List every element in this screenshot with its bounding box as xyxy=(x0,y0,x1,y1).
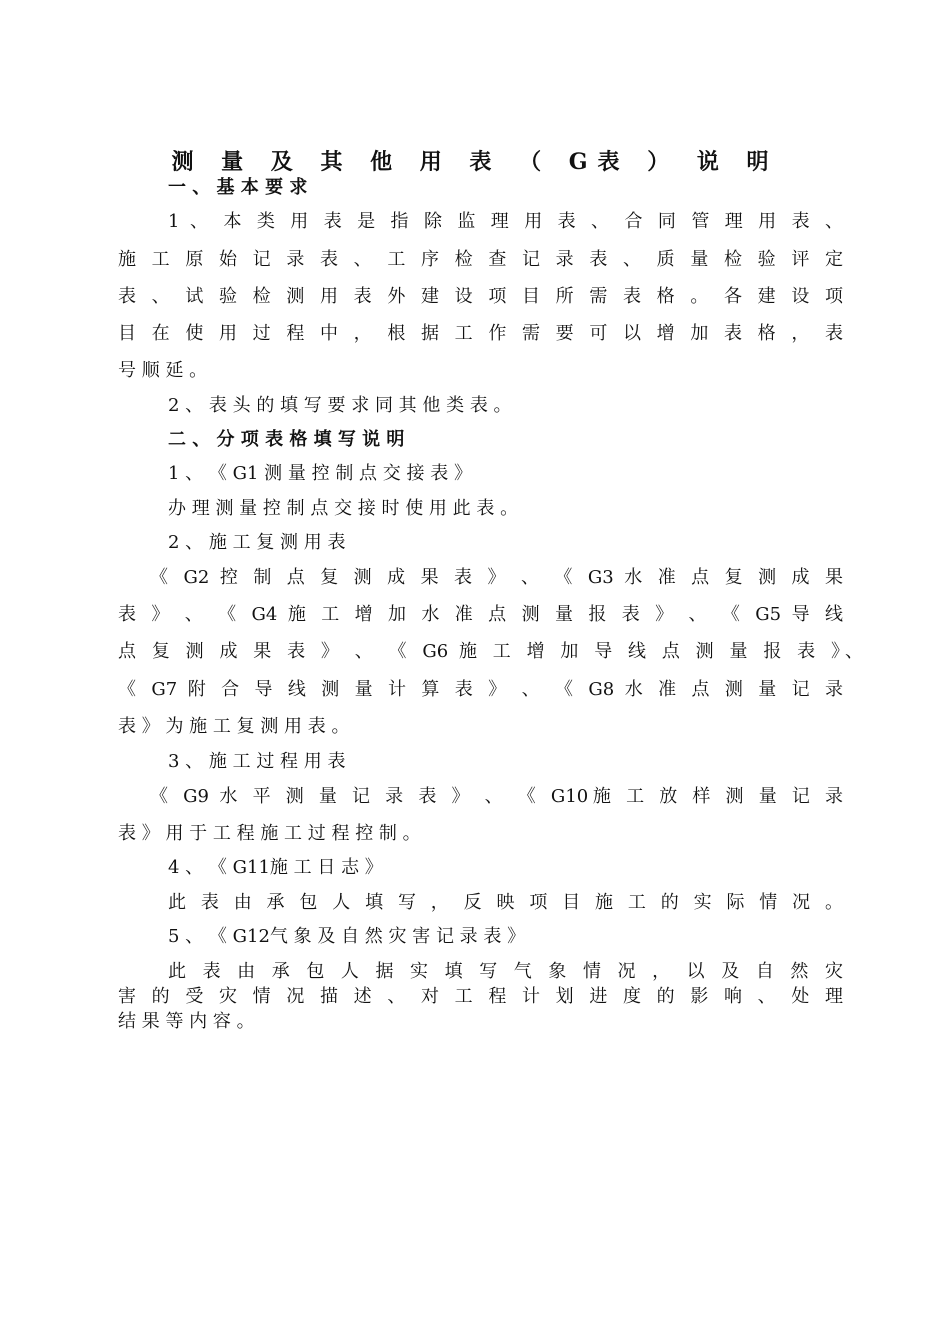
paragraph-line: 此 表 由 承 包 人 据 实 填 写 气 象 情 况 ， 以 及 自 然 灾 xyxy=(168,961,843,982)
paragraph-line: 1 、 《 G1 测 量 控 制 点 交 接 表 》 xyxy=(168,463,472,484)
paragraph-line: 施 工 原 始 记 录 表 、 工 序 检 查 记 录 表 、 质 量 检 验 评 定 xyxy=(118,249,843,270)
paragraph-line: 目 在 使 用 过 程 中 ， 根 据 工 作 需 要 可 以 增 加 表 格 ， 表 xyxy=(118,323,843,344)
paragraph-line: 5 、 《 G12气 象 及 自 然 灾 害 记 录 表 》 xyxy=(168,926,526,947)
paragraph-line: 《 G2 控 制 点 复 测 成 果 表 》 、 《 G3 水 准 点 复 测 成 果 xyxy=(150,567,844,588)
paragraph-line: 表 》 用 于 工 程 施 工 过 程 控 制 。 xyxy=(118,823,421,844)
paragraph-line: 办 理 测 量 控 制 点 交 接 时 使 用 此 表 。 xyxy=(168,498,519,519)
paragraph-line: 表 》 、 《 G4 施 工 增 加 水 准 点 测 量 报 表 》 、 《 G5 导 线 xyxy=(118,604,843,625)
paragraph-line: 害 的 受 灾 情 况 描 述 、 对 工 程 计 划 进 度 的 影 响 、 处 理 xyxy=(118,986,843,1007)
paragraph-line: 表 》 为 施 工 复 测 用 表 。 xyxy=(118,716,350,737)
paragraph-line: 2 、 施 工 复 测 用 表 xyxy=(168,532,346,553)
paragraph-line: 《 G7 附 合 导 线 测 量 计 算 表 》 、 《 G8 水 准 点 测 量 记 录 xyxy=(118,679,843,700)
paragraph-line: 表 、 试 验 检 测 用 表 外 建 设 项 目 所 需 表 格 。 各 建 设 项 xyxy=(118,286,843,307)
paragraph-line: 此 表 由 承 包 人 填 写 ， 反 映 项 目 施 工 的 实 际 情 况 。 xyxy=(168,892,843,913)
section-heading-table-instructions: 二 、 分 项 表 格 填 写 说 明 xyxy=(168,429,405,450)
paragraph-line: 号 顺 延 。 xyxy=(118,360,208,381)
document-title: 测 量 及 其 他 用 表 （ G表 ） 说 明 xyxy=(171,149,779,175)
paragraph-line: 4 、 《 G11施 工 日 志 》 xyxy=(168,857,383,878)
section-heading-basic-requirements: 一 、 基 本 要 求 xyxy=(168,177,308,198)
paragraph-line: 《 G9 水 平 测 量 记 录 表 》 、 《 G10施 工 放 样 测 量 记 录 xyxy=(150,786,843,807)
paragraph-line: 点 复 测 成 果 表 》 、 《 G6 施 工 增 加 导 线 点 测 量 报 表 》、 xyxy=(118,641,863,662)
paragraph-line: 3 、 施 工 过 程 用 表 xyxy=(168,751,346,772)
paragraph-line: 结 果 等 内 容 。 xyxy=(118,1011,255,1032)
paragraph-line: 2 、 表 头 的 填 写 要 求 同 其 他 类 表 。 xyxy=(168,395,512,416)
paragraph-line: 1 、 本 类 用 表 是 指 除 监 理 用 表 、 合 同 管 理 用 表 、 xyxy=(168,211,843,232)
